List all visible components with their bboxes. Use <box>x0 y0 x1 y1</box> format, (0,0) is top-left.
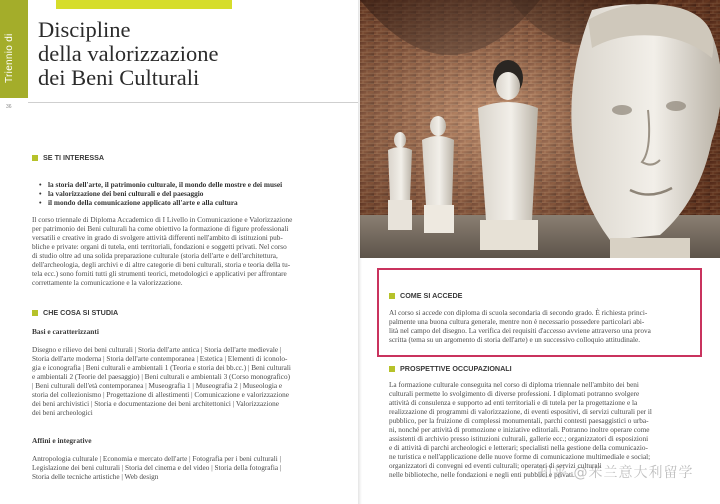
text-line: palmente una buona cultura generale, mentre non è necessario possedere particolari abi- <box>389 318 645 327</box>
text-line: Legislazione dei beni culturali | Storia del cinema e del video | Storia della fotografia | <box>32 464 282 473</box>
text-line: Il corso triennale di Diploma Accademico di I Livello in Comunicazione e Valorizzazione <box>32 216 293 224</box>
header-rule <box>28 102 358 103</box>
page-title <box>38 18 219 90</box>
book-spine-shadow <box>358 0 362 504</box>
watermark: 知乎 @米兰意大利留学 <box>538 465 694 481</box>
affini-list <box>32 455 281 482</box>
text-line: dei beni archeologici <box>32 409 93 418</box>
statues-photo <box>360 0 720 258</box>
square-bullet-icon <box>32 155 38 161</box>
side-band-label: Triennio di <box>4 33 15 83</box>
text-line: realizzazione di programmi di valorizzazione, di eventi espositivi, di servizi culturali per il <box>389 408 652 417</box>
title-line: della valorizzazione <box>38 41 219 66</box>
list-item: • la valorizzazione dei beni culturali e del paesaggio <box>46 189 282 198</box>
text-line: culturali permette lo svolgimento di diverse professioni. I diplomati potranno svolgere <box>389 390 640 399</box>
text-line: di studio oltre ad una solida preparazione culturale (storia dell'arte e dell'architettura, <box>32 252 278 261</box>
che-cosa-si-studia-heading: CHE COSA SI STUDIA <box>32 308 118 317</box>
affini-heading: Affini e integrative <box>32 436 92 445</box>
text-line: organizzatori di convegni ed eventi culturali; operatori di servizi culturali <box>389 462 602 471</box>
text-line: gia e iconografia | Beni culturali e ambientali 1 (Teoria e storia dei bb.cc.) | Beni culturali <box>32 364 291 373</box>
text-line: Disegno e rilievo dei beni culturali | Storia dell'arte antica | Storia dell'arte medievale | <box>32 346 282 354</box>
text-line: per patrimonio dei Beni culturali ha come obiettivo la formazione di figure professionali <box>32 225 289 234</box>
se-ti-interessa-heading: SE TI INTERESSA <box>32 153 104 162</box>
text-line: Antropologia culturale | Economia e mercato dell'arte | Fotografia per i beni culturali | <box>32 455 282 463</box>
text-line: storia del collezionismo | Progettazione di allestimenti | Comunicazione e valorizzazione <box>32 391 289 400</box>
prospettive-heading: PROSPETTIVE OCCUPAZIONALI <box>389 364 512 373</box>
text-line: bliche e private: organi di tutela, enti territoriali, fondazioni e soggetti privati. Nel corso <box>32 243 287 252</box>
text-line: e ambientali 2 (Teorie del paesaggio) | Beni culturali e ambientali 3 (Corso monografico) <box>32 373 291 382</box>
highlight-box <box>377 268 702 357</box>
top-accent-bar <box>56 0 232 9</box>
interest-list <box>46 180 282 207</box>
text-line: tela ecc.) sono forniti tutti gli strumenti teorici, metodologici e applicativi per affrontare <box>32 270 287 279</box>
text-line: pubblico, per la fruizione di complessi monumentali, parchi contesti paesaggistici o urba- <box>389 417 649 426</box>
text-line: Al corso si accede con diploma di scuola secondaria di secondo grado. È richiesta princi- <box>389 309 648 317</box>
page-number: 36 <box>6 104 12 110</box>
text-line: nelle biblioteche, nelle fondazioni e negli enti pubblici e privati. <box>389 471 575 480</box>
title-line: Discipline <box>38 17 131 42</box>
text-line: dei beni archivistici | Storia e documentazione dei beni architettonici | Valorizzazione <box>32 400 279 409</box>
text-line: ni, nonché per attività di promozione e iniziative editoriali. Potranno inoltre operare come <box>389 426 650 435</box>
text-line: La formazione culturale conseguita nel corso di diploma triennale nell'ambito dei beni <box>389 381 639 389</box>
intro-paragraph <box>32 216 292 288</box>
right-page <box>360 0 720 504</box>
text-line: lità nel campo del disegno. La verifica dei requisiti d'accesso avviene attraverso una prova <box>389 327 651 336</box>
square-bullet-icon <box>389 366 395 372</box>
text-line: correttamente la comunicazione e la valorizzazione. <box>32 279 183 288</box>
text-line: e di attività di parchi archeologici e letterari; specialisti nella gestione della comunicazio- <box>389 444 648 453</box>
title-line: dei Beni Culturali <box>38 65 200 90</box>
text-line: ne turistica e nell'applicazione delle nuove forme di comunicazione multimediale e social; <box>389 453 651 462</box>
basi-heading: Basi e caratterizzanti <box>32 327 99 336</box>
side-band <box>0 0 28 98</box>
text-line: attività di consulenza e supporto ad enti territoriali e di tutela per la progettazione e la <box>389 399 638 408</box>
text-line: assistenti di archivio presso istituzioni culturali, gallerie ecc.; organizzatori di esposizioni <box>389 435 649 444</box>
text-line: versatili e creative in grado di svolgere attività differenti nell'ambito di istituzioni pub- <box>32 234 283 243</box>
list-item: • il mondo della comunicazione applicato all'arte e alla cultura <box>46 198 282 207</box>
statues-illustration <box>360 0 720 258</box>
text-line: scritta (tema su un argomento di storia dell'arte) e un successivo colloquio attitudinale. <box>389 336 641 345</box>
square-bullet-icon <box>32 310 38 316</box>
list-item: • la storia dell'arte, il patrimonio culturale, il mondo delle mostre e dei musei <box>46 180 282 189</box>
text-line: dell'archeologia, degli archivi e di altre categorie di beni culturali, storia e teoria della tu- <box>32 261 291 270</box>
text-line: Storia delle tecniche artistiche | Web design <box>32 473 159 482</box>
text-line: | Beni culturali dell'età contemporanea | Museografia 1 | Museografia 2 | Museologia e <box>32 382 283 391</box>
basi-list <box>32 346 291 418</box>
text-line: Storia dell'arte moderna | Storia dell'arte contemporanea | Estetica | Elementi di iconolo- <box>32 355 288 364</box>
come-si-accede-heading: COME SI ACCEDE <box>389 291 462 300</box>
